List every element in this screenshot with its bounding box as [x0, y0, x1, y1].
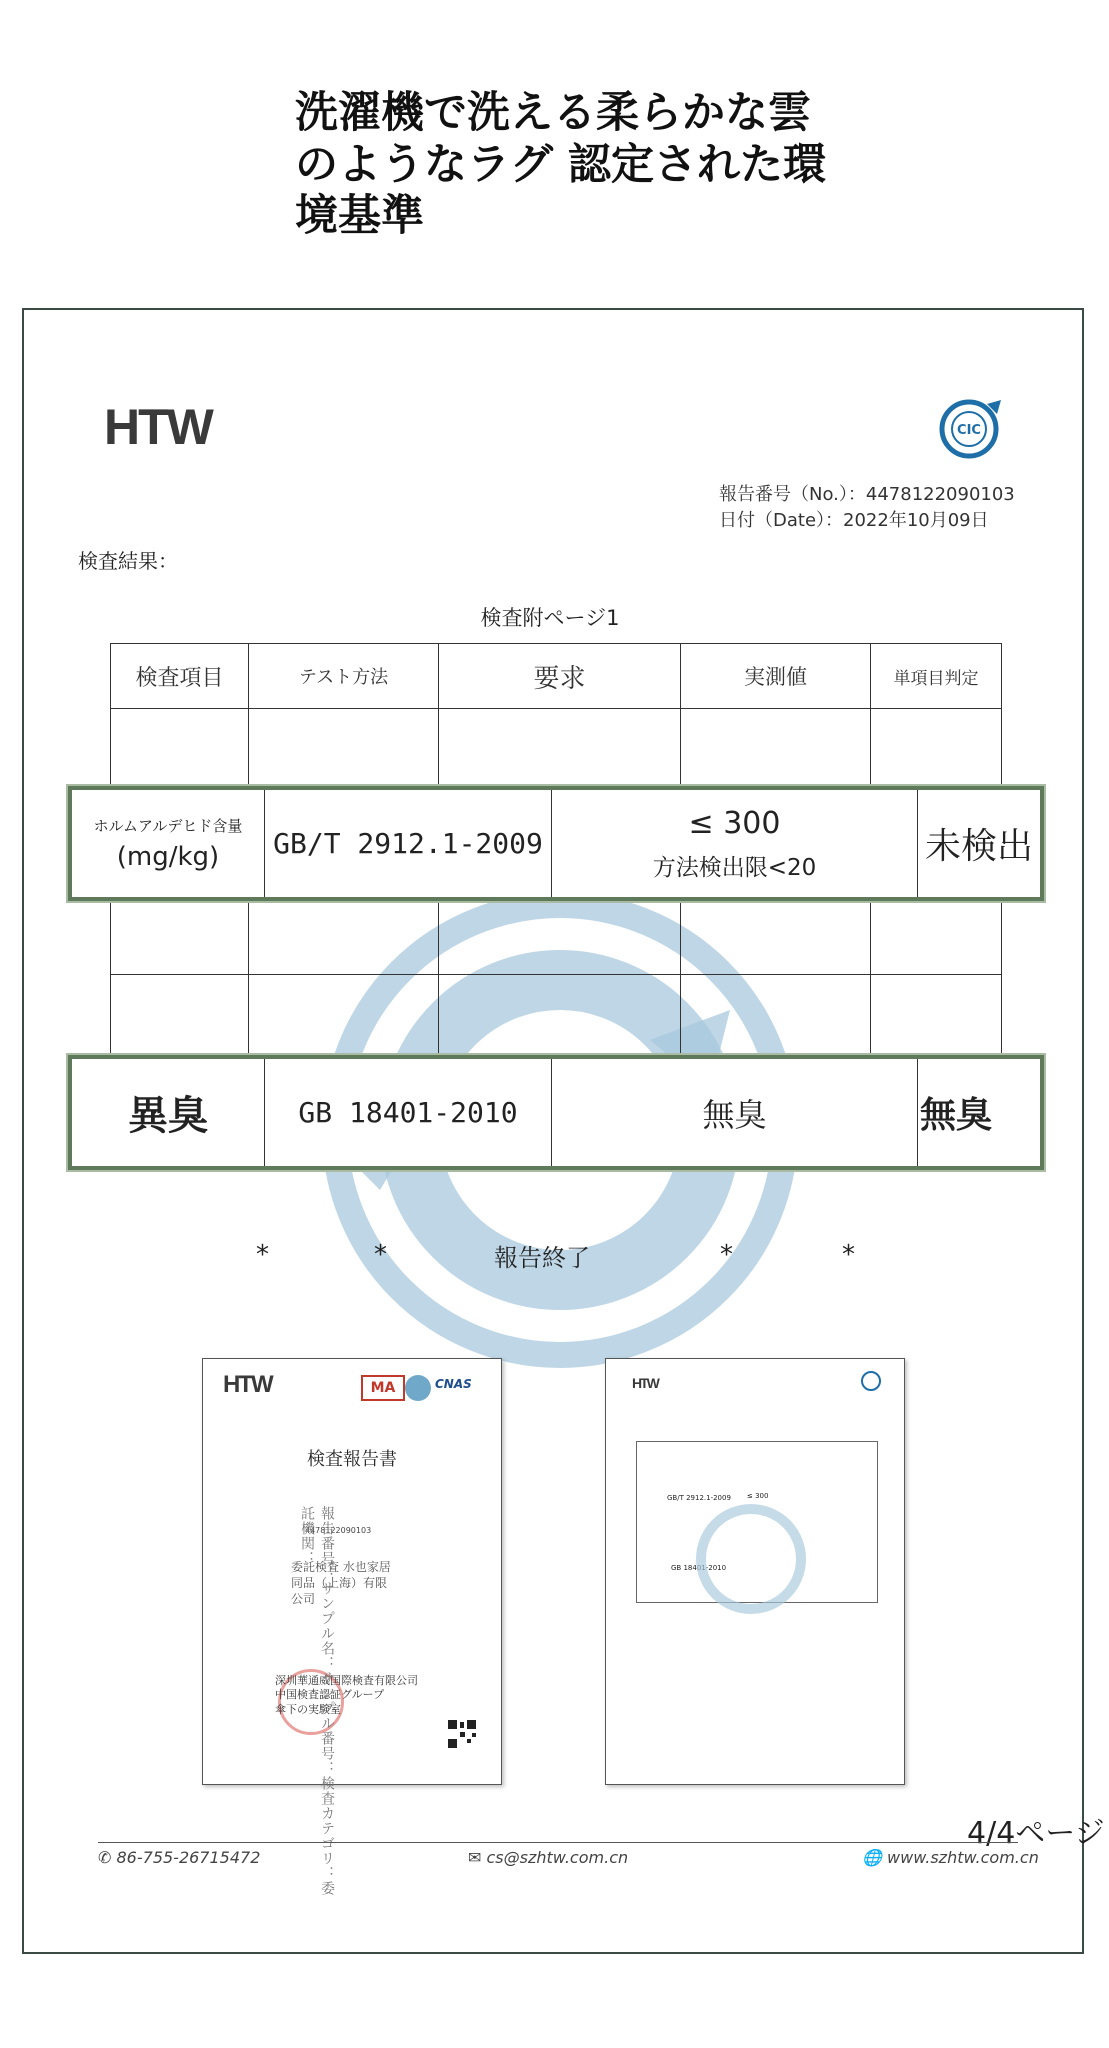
footer-phone: ✆ 86-755-26715472 — [98, 1848, 261, 1867]
row2-item: 異臭 — [72, 1059, 265, 1166]
thumb-lab: 深圳華通威国際検査有限公司 中国検査認証グループ 傘下の実験室 — [275, 1674, 418, 1716]
title-line-1: 洗濯機で洗える柔らかな雲 — [295, 88, 811, 138]
row1-requirement: ≤ 300 方法検出限<20 — [552, 790, 918, 897]
thumb-requirement: ≤ 300 — [747, 1492, 769, 1500]
star-marker: * — [842, 1240, 855, 1270]
report-page-thumbnail — [605, 1358, 905, 1785]
header-requirement: 要求 — [439, 644, 681, 709]
table-header-row — [111, 644, 1002, 709]
thumb-method2: GB 18401-2010 — [671, 1564, 727, 1572]
page-indicator: 4/4ページ — [967, 1816, 1105, 1851]
report-meta — [719, 480, 1079, 532]
qr-code-icon — [447, 1719, 477, 1749]
title-line-2: のようなラグ 認定された環 — [295, 139, 826, 190]
report-end-label: 報告終了 — [494, 1244, 590, 1272]
page-title — [295, 88, 855, 243]
row2-measured: 無臭 — [552, 1059, 918, 1166]
cnas-badge: CNAS — [435, 1377, 472, 1391]
thumb-cic-icon — [861, 1371, 881, 1391]
footer-rule — [98, 1842, 1018, 1843]
highlight-row-odor — [68, 1055, 1044, 1170]
vertical-field-labels: 報告番号：サンプル名：サンプル番号：検査カテゴリ：委託機関： — [299, 1506, 335, 1896]
title-line-3: 境基準 — [295, 191, 424, 242]
header-measured: 実測値 — [681, 644, 871, 709]
ma-badge: MA — [361, 1375, 405, 1401]
thumb-client: 委託検査 水也家居 同品（上海）有限 公司 — [291, 1560, 391, 1607]
footer-email: ✉ cs@szhtw.com.cn — [468, 1848, 629, 1867]
mail-icon: ✉ — [468, 1848, 482, 1867]
report-cover-thumbnail — [202, 1358, 502, 1785]
thumb-page-logo: HTW — [632, 1375, 658, 1391]
row1-method: GB/T 2912.1-2009 — [265, 790, 552, 897]
cic-logo-icon — [935, 396, 1007, 462]
star-marker: * — [720, 1240, 733, 1270]
globe-icon: 🌐 — [862, 1848, 882, 1867]
thumb-watermark-icon — [696, 1504, 806, 1614]
phone-icon: ✆ — [98, 1848, 112, 1867]
cic-logo-text: CIC — [957, 423, 981, 438]
thumb-htw-logo: HTW — [223, 1371, 272, 1398]
header-judgement: 単項目判定 — [871, 644, 1002, 709]
star-marker: * — [374, 1240, 387, 1270]
thumb-cover-title: 検査報告書 — [307, 1449, 397, 1470]
star-marker: * — [256, 1240, 269, 1270]
thumb-method1: GB/T 2912.1-2009 — [667, 1494, 731, 1502]
row1-item: ホルムアルデヒド含量 (mg/kg) — [72, 790, 265, 897]
highlight-row-formaldehyde — [68, 786, 1044, 901]
footer-website: 🌐 www.szhtw.com.cn — [862, 1848, 1039, 1867]
header-item: 検査項目 — [111, 644, 249, 709]
row2-method: GB 18401-2010 — [265, 1059, 552, 1166]
report-number: 報告番号（No.）：4478122090103 — [719, 484, 1015, 505]
row1-result: 未検出 — [924, 826, 1033, 867]
table-title: 検査附ページ1 — [480, 606, 620, 630]
result-label: 検査結果： — [78, 549, 178, 573]
report-date: 日付（Date）：2022年10月09日 — [719, 510, 989, 531]
ilac-badge-icon — [405, 1375, 431, 1401]
header-method: テスト方法 — [249, 644, 439, 709]
row2-result: 無臭 — [920, 1095, 993, 1136]
thumb-report-number: 4478122090103 — [305, 1526, 372, 1535]
htw-logo: HTW — [104, 399, 212, 455]
